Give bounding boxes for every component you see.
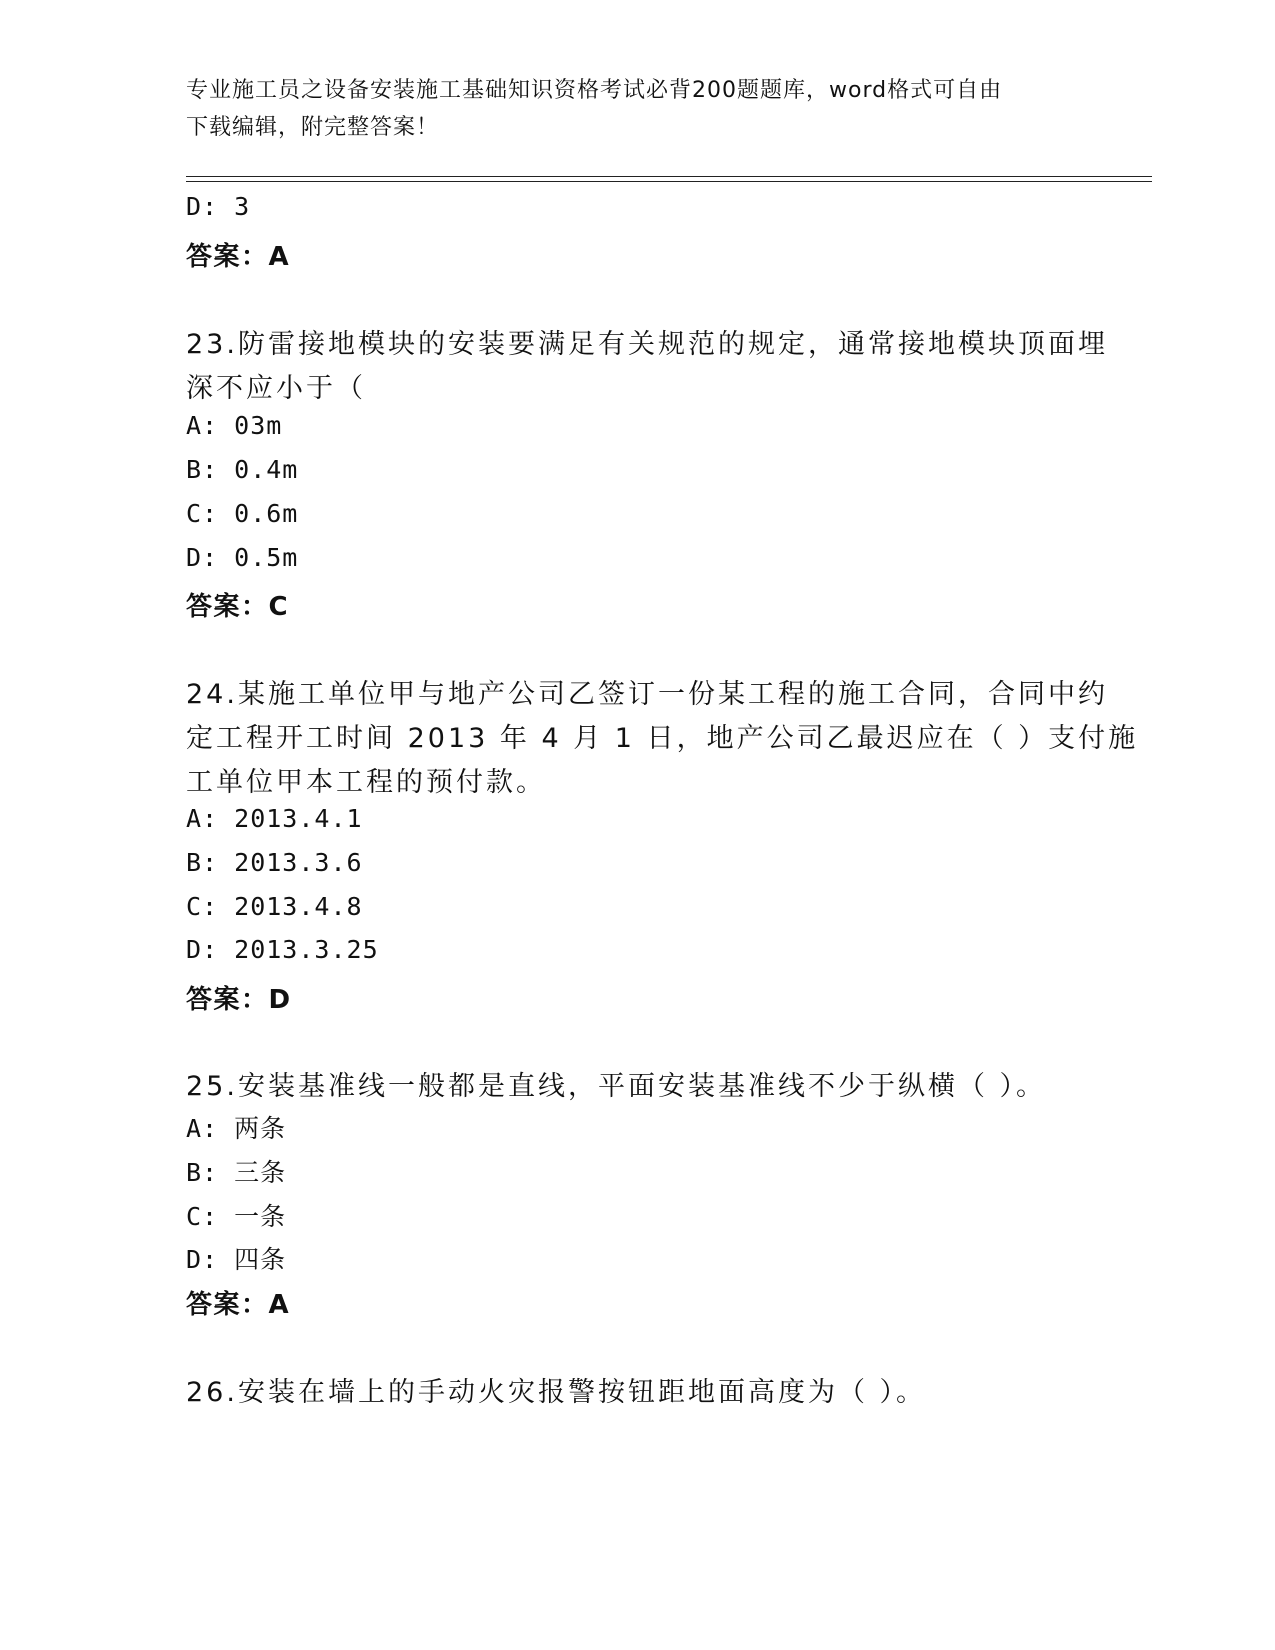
header-divider-top (186, 176, 1152, 177)
prev-option-d: D: 3 (186, 192, 251, 221)
document-header (186, 72, 1086, 146)
question-23-line-1: 23.防雷接地模块的安装要满足有关规范的规定，通常接地模块顶面埋 (186, 329, 1108, 360)
question-23-line-2: 深不应小于（ (186, 373, 366, 404)
question-24-option-b: B: 2013.3.6 (186, 848, 363, 877)
prev-answer: 答案：A (186, 242, 291, 272)
question-24-option-a: A: 2013.4.1 (186, 804, 363, 833)
question-24-option-d: D: 2013.3.25 (186, 935, 379, 964)
question-24-line-1: 24.某施工单位甲与地产公司乙签订一份某工程的施工合同，合同中约 (186, 679, 1108, 710)
question-25-option-c: C: 一条 (186, 1202, 287, 1231)
question-25-option-a: A: 两条 (186, 1114, 287, 1143)
header-title-line-2: 下载编辑，附完整答案！ (186, 115, 440, 140)
question-23-option-d: D: 0.5m (186, 543, 299, 572)
question-25-line-1: 25.安装基准线一般都是直线，平面安装基准线不少于纵横（ ）。 (186, 1071, 1047, 1102)
question-23-option-a: A: 03m (186, 411, 283, 440)
question-24-option-c: C: 2013.4.8 (186, 892, 363, 921)
header-title-line-1: 专业施工员之设备安装施工基础知识资格考试必背200题题库，word格式可自由 (186, 78, 1003, 103)
question-25-option-d: D: 四条 (186, 1245, 287, 1274)
question-23-option-b: B: 0.4m (186, 455, 299, 484)
question-25-option-b: B: 三条 (186, 1158, 287, 1187)
question-24-answer: 答案：D (186, 985, 292, 1015)
header-divider-bottom (186, 181, 1152, 182)
question-25-answer: 答案：A (186, 1290, 291, 1320)
question-26-line-1: 26.安装在墙上的手动火灾报警按钮距地面高度为（ ）。 (186, 1377, 927, 1408)
question-24-line-2: 定工程开工时间 2013 年 4 月 1 日，地产公司乙最迟应在（ ）支付施 (186, 723, 1139, 754)
question-23-option-c: C: 0.6m (186, 499, 299, 528)
question-24-line-3: 工单位甲本工程的预付款。 (186, 767, 546, 798)
question-23-answer: 答案：C (186, 592, 290, 622)
